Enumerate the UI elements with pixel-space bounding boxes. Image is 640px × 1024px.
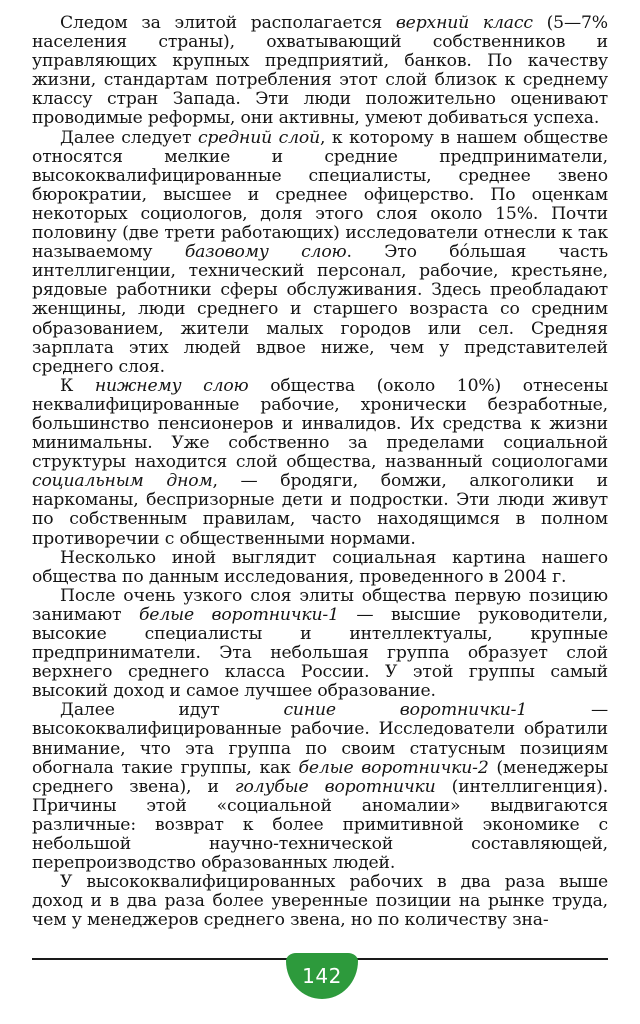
paragraph-blue-collar-1: Далее идут синие воротнички-1 — высококвалифицированные рабочие. Исследователи обратили внимание, что эта группа по своим статусным позициям обогнала такие группы, как белые воротнички-2 (менеджеры среднего звена), и голубые воротнички (интеллигенция). Причины этой «социальной аномалии» выдвигаются различные: возврат к более примитивной экономике с небольшой научно-технической составляющей, перепроизводство образованных людей. (32, 700, 609, 874)
paragraph-lower-layer: К нижнему слою общества (около 10%) отнесены неквалифицированные рабочие, хронически безработные, большинство пенсионеров и инвалидов. Их средства к жизни минимальны. Уже собственно за пределами социальной структуры находится слой общества, названный социологами социальным дном, — бродяги, бомжи, алкоголики и наркоманы, беспризорные дети и подростки. Эти люди живут по собственным правилам, часто находящимся в полном противоречии с общественными нормами. (32, 375, 608, 549)
paragraph-white-collar-1: После очень узкого слоя элиты общества первую позицию занимают белые воротнички-1 — высшие руководители, высокие специалисты и интеллектуалы, крупные предприниматели. Эта небольшая группа образует слой верхнего среднего класса России. У этой группы самый высокий доход и самое лучшее образование. (32, 585, 609, 702)
term-social-bottom: социальным дном (32, 471, 213, 492)
paragraph-middle-layer: Далее следует средний слой, к которому в нашем обществе относятся мелкие и средние предприниматели, высококвалифицированные специалисты, среднее звено бюрократии, высшее и среднее офицерство. По оценкам некоторых социологов, доля этого слоя около 15%. Почти половину (две трети работающих) исследователи отнесли к так называемому базовому слою. Это бóльшая часть интеллигенции, технический персонал, рабочие, крестьяне, рядовые работники сферы обслуживания. Здесь преобладают женщины, люди среднего и старшего возраста со средним образованием, жители малых городов или сел. Средняя зарплата этих людей вдвое ниже, чем у представителей среднего слоя. (32, 127, 609, 377)
paragraph-skilled-workers: У высококвалифицированных рабочих в два раза выше доход и в два раза более уверенные позиции на рынке труда, чем у менеджеров среднего звена, но по количеству зна- (32, 872, 608, 931)
term-upper-class: верхний класс (395, 13, 533, 33)
term-white-collar-2: белые воротнички-2 (298, 757, 489, 778)
paragraph-upper-class: Следом за элитой располагается верхний класс (5—7% населения страны), охватывающий собственников и управляющих крупных предприятий, банков. По качеству жизни, стандартам потребления этот слой близок к среднему классу стран Запада. Эти люди положительно оценивают проводимые реформы, они активны, умеют добиваться успеха. (32, 13, 608, 129)
page-number: 142 (302, 964, 342, 988)
term-light-blue-collar: голубые воротнички (234, 776, 436, 797)
term-middle-layer: средний слой (197, 127, 321, 148)
page-number-badge (286, 953, 358, 999)
term-lower-layer: нижнему слою (94, 375, 249, 396)
term-white-collar-1: белые воротнички-1 (138, 604, 339, 625)
paragraph-2004-study: Несколько иной выглядит социальная картина нашего общества по данным исследования, проведенного в 2004 г. (32, 547, 608, 587)
term-blue-collar-1: синие воротнички-1 (283, 700, 528, 721)
page-body (32, 14, 608, 931)
term-base-layer: базовому слою (184, 242, 347, 263)
